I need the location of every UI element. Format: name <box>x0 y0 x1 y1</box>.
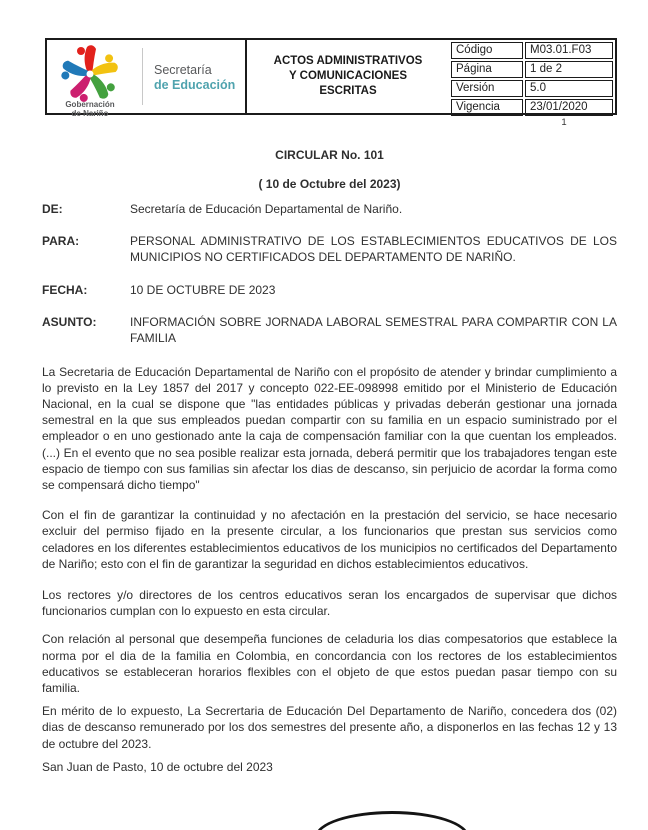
gobernacion-narino-logo-icon <box>59 42 121 109</box>
header-meta-cell <box>449 40 615 113</box>
closing-place-date-line: San Juan de Pasto, 10 de octubre del 2023 <box>42 759 273 774</box>
body-paragraph: La Secretaria de Educación Departamental de Nariño con el propósito de atender y brindar cumplimiento a lo previsto en la Ley 1857 del 2017 y concepto 022-EE-098998 emitido por el Ministerio de Educación Nacional, en la cual se dispone que "las entidades públicas y privadas deberán gestionar una jornada semestral en la que sus empleados puedan compartir con su familia en un espacio suministrado por el empleador o en uno gestionado ante la caja de compensación familiar con la que cuentan los empleados. (...) En el evento que no sea posible realizar esta jornada, deberá permitir que los trabajadores tengan este espacio de tiempo con sus familias sin afectar los dias de descanso, sin perjuicio de acordar la forma como se compensará dicho tiempo" <box>42 364 617 493</box>
doc-type-line2: Y COMUNICACIONES <box>289 70 407 82</box>
page-number: 1 <box>561 117 567 128</box>
field-asunto <box>42 314 617 346</box>
entity-name-line2: de Educación <box>154 77 236 92</box>
header-meta-table <box>449 40 615 118</box>
signature-stamp-arc <box>315 811 469 830</box>
body-paragraph: En mérito de lo expuesto, La Secrertaria de Educación Del Departamento de Nariño, concedera dos (02) dias de descanso remunerado por los dos semestres del presente año, a disponerlos en las fechas 12 y 13 de octubre del 2023. <box>42 704 617 751</box>
meta-label: Código <box>451 42 523 59</box>
meta-row-pagina <box>451 61 613 78</box>
meta-value: 23/01/2020 <box>525 99 613 116</box>
logo-divider <box>142 48 143 105</box>
meta-label: Página <box>451 61 523 78</box>
circular-date: ( 10 de Octubre del 2023) <box>258 177 401 192</box>
meta-row-version <box>451 80 613 97</box>
meta-value: 5.0 <box>525 80 613 97</box>
field-fecha <box>42 282 617 298</box>
body-paragraph: Los rectores y/o directores de los centros educativos seran los encargados de supervisar que dichos funcionarios cumplan con lo expuesto en esta circular. <box>42 588 617 619</box>
doc-type-line1: ACTOS ADMINISTRATIVOS <box>273 55 423 67</box>
meta-label: Vigencia <box>451 99 523 116</box>
entity-name <box>154 63 235 92</box>
body-paragraph: Con relación al personal que desempeña funciones de celaduria los dias compesatorios que establece la norma por el dia de la familia en Colombia, en concordancia con los rectores de los establecimientos educativos se estableceran horarios flexibles con el objeto de que estos puedan pasar tiempo con su familia. <box>42 632 617 696</box>
entity-name-line1: Secretaría <box>154 63 212 77</box>
field-de <box>42 201 617 217</box>
header-logo-cell <box>47 40 247 118</box>
meta-label: Versión <box>451 80 523 97</box>
header-table <box>45 38 617 118</box>
field-value: INFORMACIÓN SOBRE JORNADA LABORAL SEMESTRAL PARA COMPARTIR CON LA FAMILIA <box>130 315 617 346</box>
org-name-line1: Gobernación <box>65 100 115 109</box>
doc-type-line3: ESCRITAS <box>319 85 377 97</box>
org-name <box>47 101 133 118</box>
header-doc-type-title <box>247 40 449 113</box>
field-value: Secretaría de Educación Departamental de Nariño. <box>130 202 403 217</box>
field-para <box>42 233 617 265</box>
field-value: 10 DE OCTUBRE DE 2023 <box>130 283 276 298</box>
field-label: DE: <box>42 202 63 217</box>
body-paragraph: Con el fin de garantizar la continuidad y no afectación en la prestación del servicio, se hace necesario excluir del permiso fijado en la presente circular, a los funcionarios que prestan sus servicios como celadores en los diferentes establecimientos educativos de los municipios no certificados del Departamento de Nariño; esto con el fin de garantizar la seguridad en dichos establecimientos educativos. <box>42 508 617 571</box>
circular-title: CIRCULAR No. 101 <box>275 148 384 162</box>
meta-value: 1 de 2 <box>525 61 613 78</box>
field-value: PERSONAL ADMINISTRATIVO DE LOS ESTABLECIMIENTOS EDUCATIVOS DE LOS MUNICIPIOS NO CERTIFICADOS DEL DEPARTAMENTO DE NARIÑO. <box>130 233 617 264</box>
org-name-line2: de Nariño <box>71 108 109 118</box>
meta-row-vigencia <box>451 99 613 116</box>
field-label: PARA: <box>42 233 80 248</box>
field-label: FECHA: <box>42 283 88 298</box>
document-body <box>42 147 617 775</box>
meta-row-codigo <box>451 42 613 59</box>
field-label: ASUNTO: <box>42 315 97 330</box>
meta-value: M03.01.F03 <box>525 42 613 59</box>
